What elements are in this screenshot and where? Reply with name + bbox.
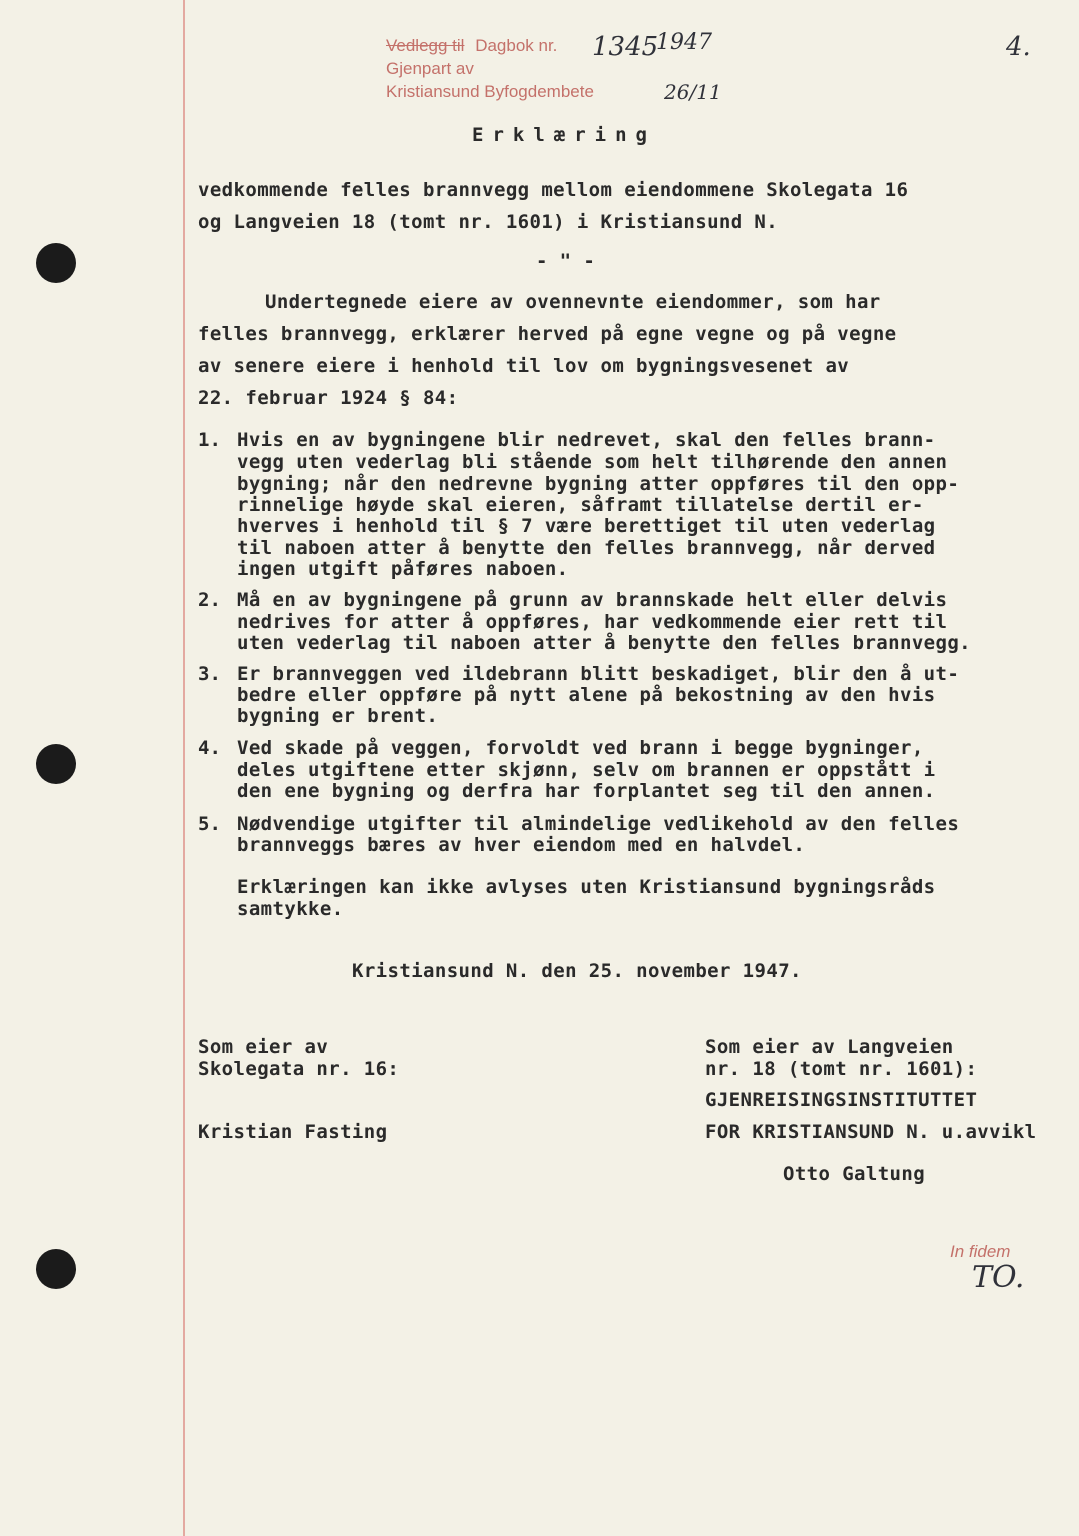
intro-line-3: av senere eiere i henhold til lov om bygningsvesenet av [198, 355, 850, 377]
punch-hole-bottom [36, 1249, 76, 1289]
left-signatory-name: Kristian Fasting [198, 1121, 388, 1143]
stamp-line-2: Gjenpart av [386, 59, 474, 78]
clause-5-line: brannveggs bæres av hver eiendom med en halvdel. [237, 834, 806, 856]
clause-1-line: ingen utgift påføres naboen. [237, 558, 569, 580]
subject-line-1: vedkommende felles brannvegg mellom eiendommene Skolegata 16 [198, 179, 909, 201]
stamp-line-3: Kristiansund Byfogdembete [386, 82, 594, 101]
intro-line-2: felles brannvegg, erklærer herved på egne vegne og på vegne [198, 323, 897, 345]
right-signatory-line-1: Som eier av Langveien [705, 1036, 954, 1058]
clause-2-line: Må en av bygningene på grunn av brannskade helt eller delvis [237, 589, 948, 611]
clause-2-line: nedrives for atter å oppføres, har vedkommende eier rett til [237, 611, 948, 633]
clause-4-number: 4. [198, 737, 221, 759]
stamp-vedlegg: Vedlegg til [386, 36, 465, 55]
clause-4-line: Ved skade på veggen, forvoldt ved brann i begge bygninger, [237, 737, 924, 759]
left-signatory-line-2: Skolegata nr. 16: [198, 1058, 400, 1080]
right-signatory-name: Otto Galtung [783, 1163, 926, 1185]
clause-1-line: rinnelige høyde skal eieren, såframt tillatelse dertil er- [237, 494, 924, 516]
page-number: 4. [1006, 32, 1031, 62]
clause-4-line: deles utgiftene etter skjønn, selv om brannen er oppstått i [237, 759, 936, 781]
clause-1-line: hverves i henhold til § 7 være berettiget til uten vederlag [237, 515, 936, 537]
clause-3-number: 3. [198, 663, 221, 685]
clause-5-line: Nødvendige utgifter til almindelige vedlikehold av den felles [237, 813, 960, 835]
subject-line-2: og Langveien 18 (tomt nr. 1601) i Kristiansund N. [198, 211, 779, 233]
journal-date: 26/11 [664, 80, 722, 104]
separator: - " - [536, 250, 596, 272]
document-title: Erklæring [472, 124, 656, 146]
closing-line-2: samtykke. [237, 898, 344, 920]
intro-line-4: 22. februar 1924 § 84: [198, 387, 459, 409]
left-signatory-line-1: Som eier av [198, 1036, 329, 1058]
clause-5-number: 5. [198, 813, 221, 835]
stamp-line-1 [386, 36, 557, 56]
clause-4-line: den ene bygning og derfra har forplantet seg til den annen. [237, 780, 936, 802]
clause-1-line: Hvis en av bygningene blir nedrevet, skal den felles brann- [237, 429, 936, 451]
intro-line-1: Undertegnede eiere av ovennevnte eiendommer, som har [265, 291, 881, 313]
right-signatory-line-3: GJENREISINGSINSTITUTTET [705, 1089, 978, 1111]
clerk-initials: TO. [972, 1260, 1025, 1295]
punch-hole-top [36, 243, 76, 283]
clause-3-line: bygning er brent. [237, 705, 439, 727]
journal-year: 1947 [656, 30, 712, 55]
clause-2-line: uten vederlag til naboen atter å benytte den felles brannvegg. [237, 632, 972, 654]
punch-hole-middle [36, 744, 76, 784]
margin-rule [183, 0, 185, 1536]
place-date: Kristiansund N. den 25. november 1947. [352, 960, 802, 982]
journal-number: 1345 [592, 32, 659, 62]
stamp-dagbok: Dagbok nr. [475, 36, 558, 55]
right-signatory-line-2: nr. 18 (tomt nr. 1601): [705, 1058, 978, 1080]
clause-1-line: til naboen atter å benytte den felles brannvegg, når derved [237, 537, 936, 559]
clause-2-number: 2. [198, 589, 221, 611]
clause-1-number: 1. [198, 429, 221, 451]
in-fidem-stamp: In fidem [950, 1242, 1011, 1261]
clause-3-line: bedre eller oppføre på nytt alene på bekostning av den hvis [237, 684, 936, 706]
right-signatory-line-4: FOR KRISTIANSUND N. u.avvikl [705, 1121, 1037, 1143]
clause-3-line: Er brannveggen ved ildebrann blitt beskadiget, blir den å ut- [237, 663, 960, 685]
clause-1-line: vegg uten vederlag bli stående som helt tilhørende den annen [237, 451, 948, 473]
closing-line-1: Erklæringen kan ikke avlyses uten Kristiansund bygningsråds [237, 876, 936, 898]
clause-1-line: bygning; når den nedrevne bygning atter oppføres til den opp- [237, 473, 960, 495]
